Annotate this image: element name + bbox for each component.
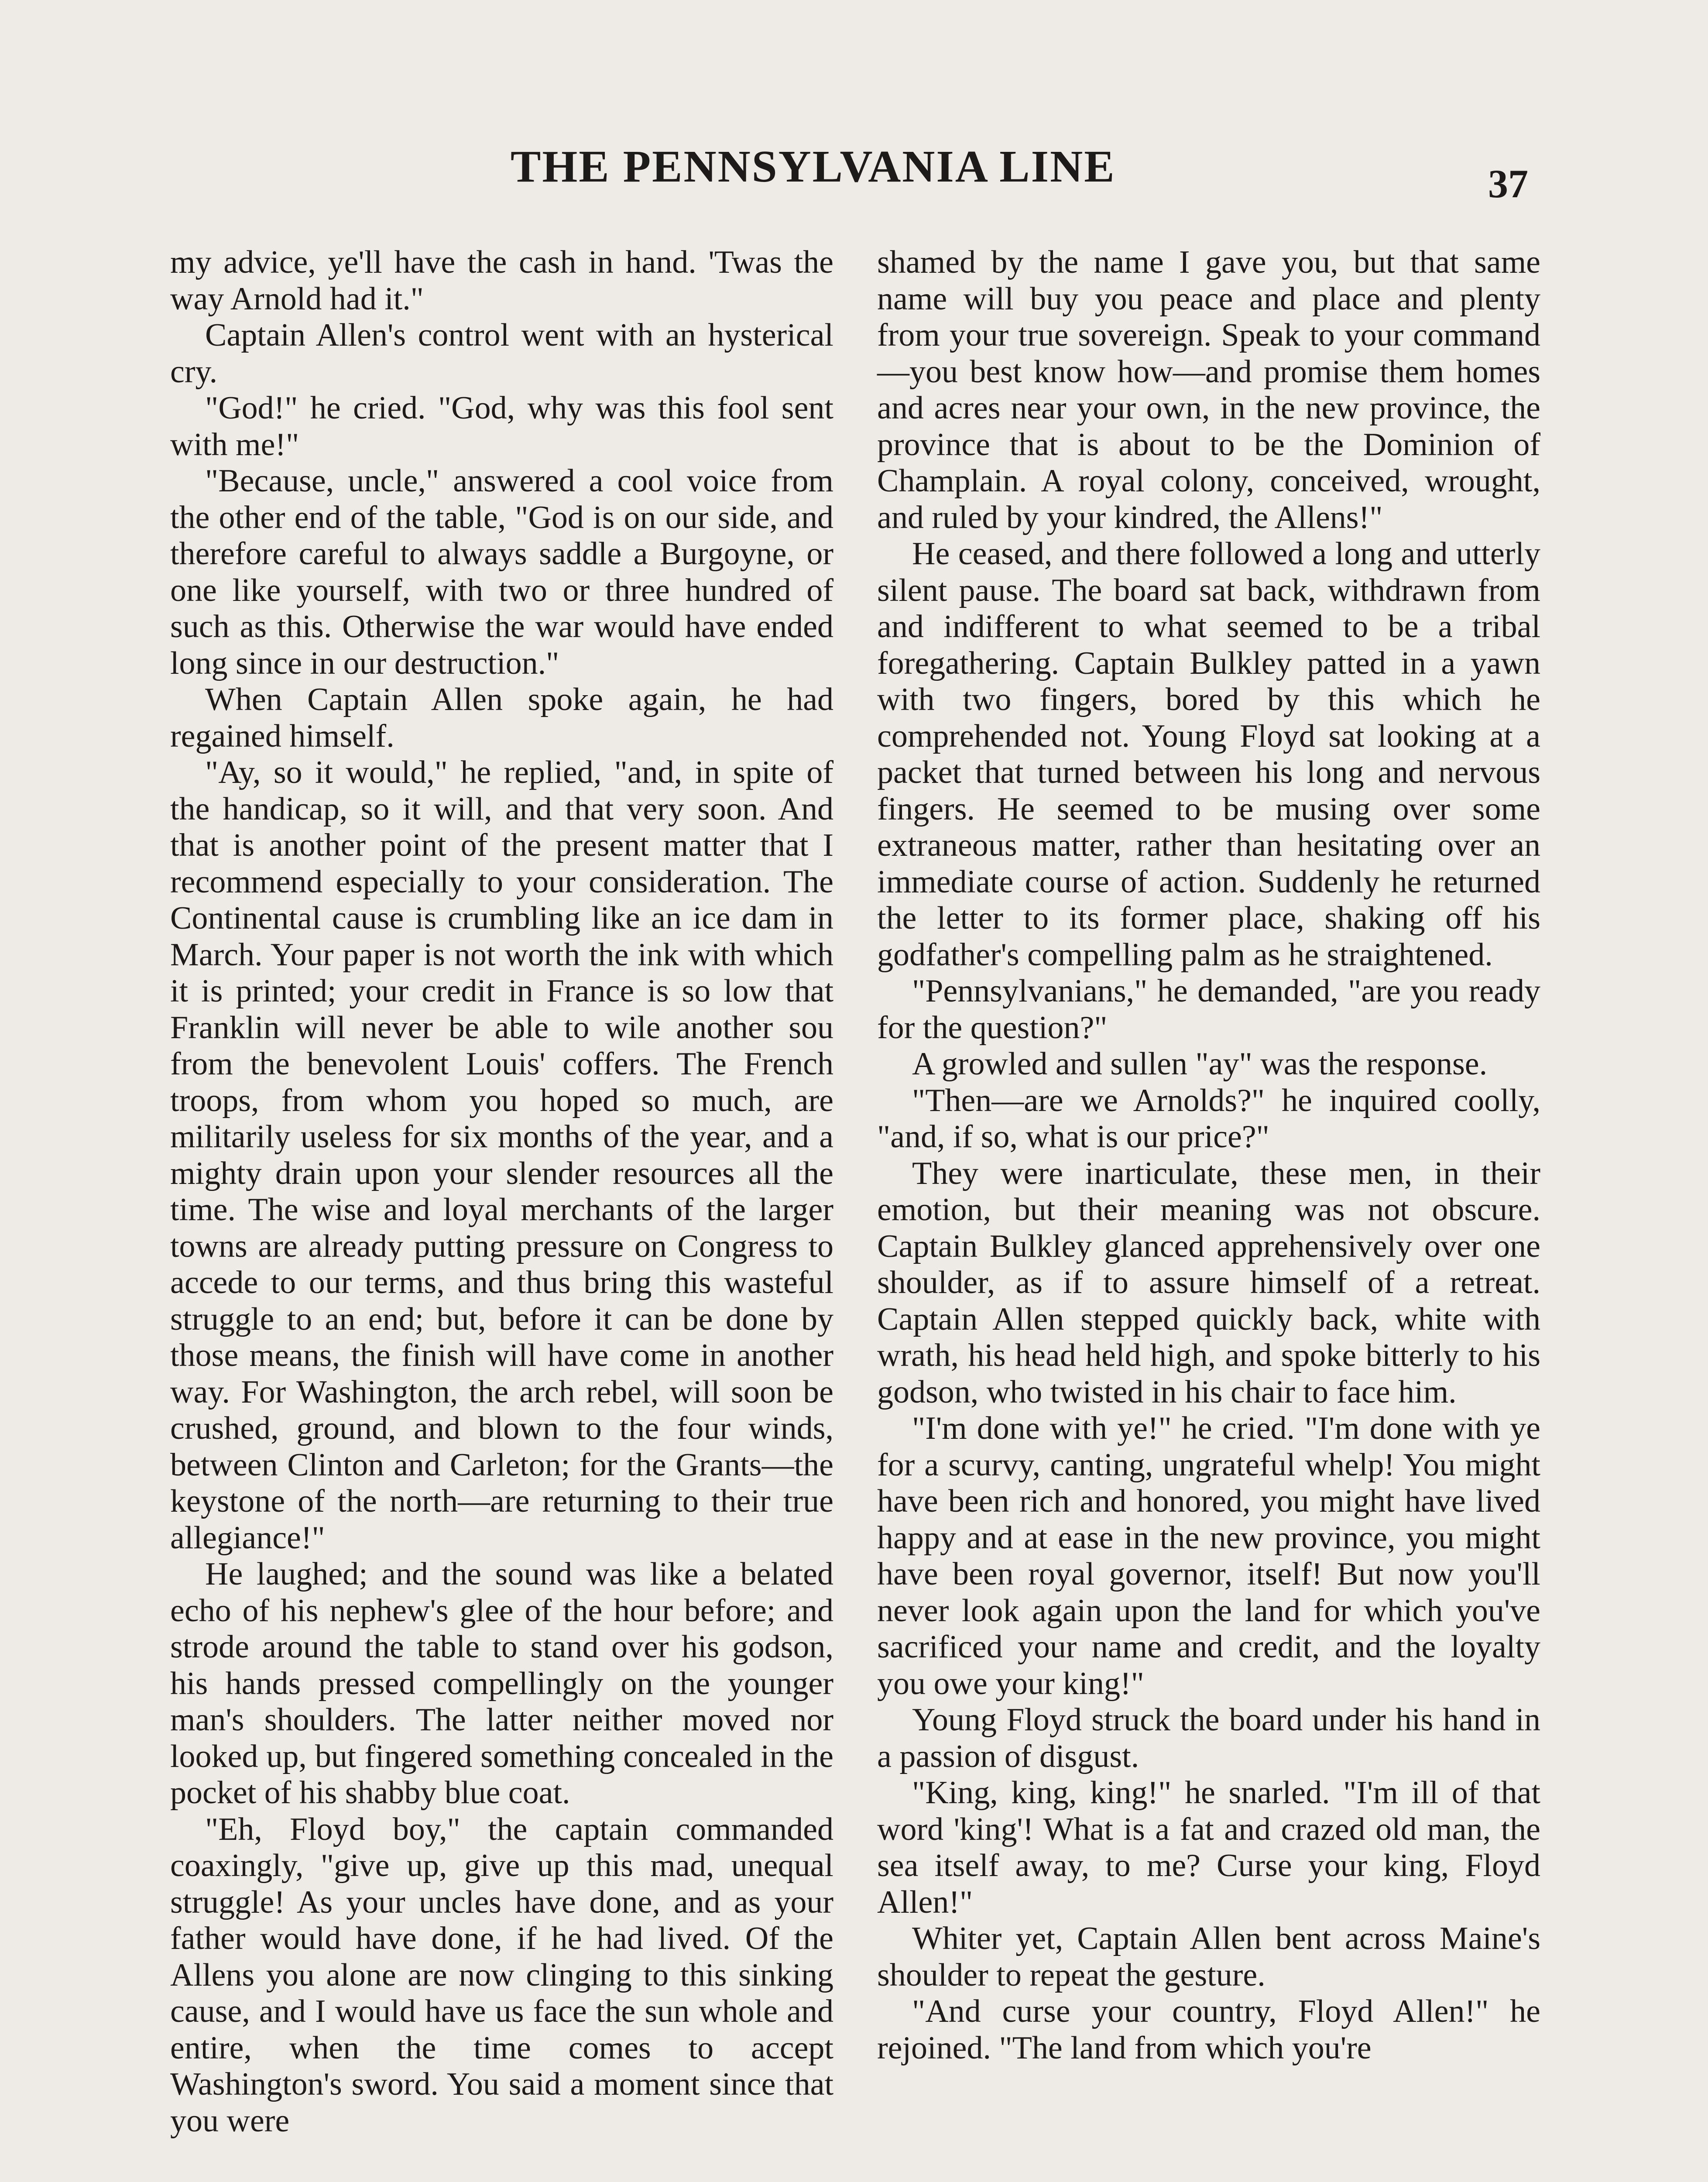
paragraph: "I'm done with ye!" he cried. "I'm done with ye for a scurvy, canting, ungrateful whelp! You might have been rich and honored, you might have lived happy and at ease in the new province, you might have been royal governor, itself! But now you'll never look again upon the land for which you've sacrificed your name and credit, and the loyalty you owe your king!": [877, 1410, 1540, 1702]
paragraph: Whiter yet, Captain Allen bent across Maine's shoulder to repeat the gesture.: [877, 1921, 1540, 1993]
page-number: 37: [1488, 161, 1528, 206]
paragraph: Young Floyd struck the board under his hand in a passion of disgust.: [877, 1702, 1540, 1774]
left-text-column: [170, 244, 833, 2139]
paragraph: He laughed; and the sound was like a belated echo of his nephew's glee of the hour before; and strode around the table to stand over his godson, his hands pressed compellingly on the younger man's shoulders. The latter neither moved nor looked up, but fingered something concealed in the pocket of his shabby blue coat.: [170, 1556, 833, 1811]
paragraph: "King, king, king!" he snarled. "I'm ill of that word 'king'! What is a fat and crazed old man, the sea itself away, to me? Curse your king, Floyd Allen!": [877, 1775, 1540, 1920]
paragraph: "Pennsylvanians," he demanded, "are you ready for the question?": [877, 973, 1540, 1046]
paragraph: They were inarticulate, these men, in their emotion, but their meaning was not obscure. Captain Bulkley glanced apprehensively over one shoulder, as if to assure himself of a retreat. Captain Allen stepped quickly back, white with wrath, his head held high, and spoke bitterly to his godson, who twisted in his chair to face him.: [877, 1155, 1540, 1410]
paragraph: Captain Allen's control went with an hysterical cry.: [170, 317, 833, 390]
paragraph: "Because, uncle," answered a cool voice from the other end of the table, "God is on our side, and therefore careful to always saddle a Burgoyne, or one like yourself, with two or three hundred of such as this. Otherwise the war would have ended long since in our destruction.": [170, 463, 833, 681]
paragraph: shamed by the name I gave you, but that same name will buy you peace and place and plenty from your true sovereign. Speak to your command—you best know how—and promise them homes and acres near your own, in the new province, the province that is about to be the Dominion of Champlain. A royal colony, conceived, wrought, and ruled by your kindred, the Allens!": [877, 244, 1540, 535]
paragraph: When Captain Allen spoke again, he had regained himself.: [170, 682, 833, 754]
paragraph: "And curse your country, Floyd Allen!" he rejoined. "The land from which you're: [877, 1993, 1540, 2066]
paragraph: "Ay, so it would," he replied, "and, in spite of the handicap, so it will, and that very soon. And that is another point of the present matter that I recommend especially to your consideration. The Continental cause is crumbling like an ice dam in March. Your paper is not worth the ink with which it is printed; your credit in France is so low that Franklin will never be able to wile another sou from the benevolent Louis' coffers. The French troops, from whom you hoped so much, are militarily useless for six months of the year, and a mighty drain upon your slender resources all the time. The wise and loyal merchants of the larger towns are already putting pressure on Congress to accede to our terms, and thus bring this wasteful struggle to an end; but, before it can be done by those means, the finish will have come in another way. For Washington, the arch rebel, will soon be crushed, ground, and blown to the four winds, between Clinton and Carleton; for the Grants—the keystone of the north—are returning to their true allegiance!": [170, 755, 833, 1556]
paragraph: "Eh, Floyd boy," the captain commanded coaxingly, "give up, give up this mad, unequal struggle! As your uncles have done, and as your father would have done, if he had lived. Of the Allens you alone are now clinging to this sinking cause, and I would have us face the sun whole and entire, when the time comes to accept Washington's sword. You said a moment since that you were: [170, 1811, 833, 2139]
paragraph: He ceased, and there followed a long and utterly silent pause. The board sat back, withdrawn from and indifferent to what seemed to be a tribal foregathering. Captain Bulkley patted in a yawn with two fingers, bored by this which he comprehended not. Young Floyd sat looking at a packet that turned between his long and nervous fingers. He seemed to be musing over some extraneous matter, rather than hesitating over an immediate course of action. Suddenly he returned the letter to its former place, shaking off his godfather's compelling palm as he straightened.: [877, 536, 1540, 973]
paragraph: "God!" he cried. "God, why was this fool sent with me!": [170, 390, 833, 463]
right-text-column: [877, 244, 1540, 2066]
page-header-title: THE PENNSYLVANIA LINE: [511, 141, 1116, 192]
paragraph: A growled and sullen "ay" was the response.: [912, 1046, 1488, 1082]
paragraph: my advice, ye'll have the cash in hand. 'Twas the way Arnold had it.": [170, 244, 833, 317]
paragraph: "Then—are we Arnolds?" he inquired coolly, "and, if so, what is our price?": [877, 1082, 1540, 1155]
